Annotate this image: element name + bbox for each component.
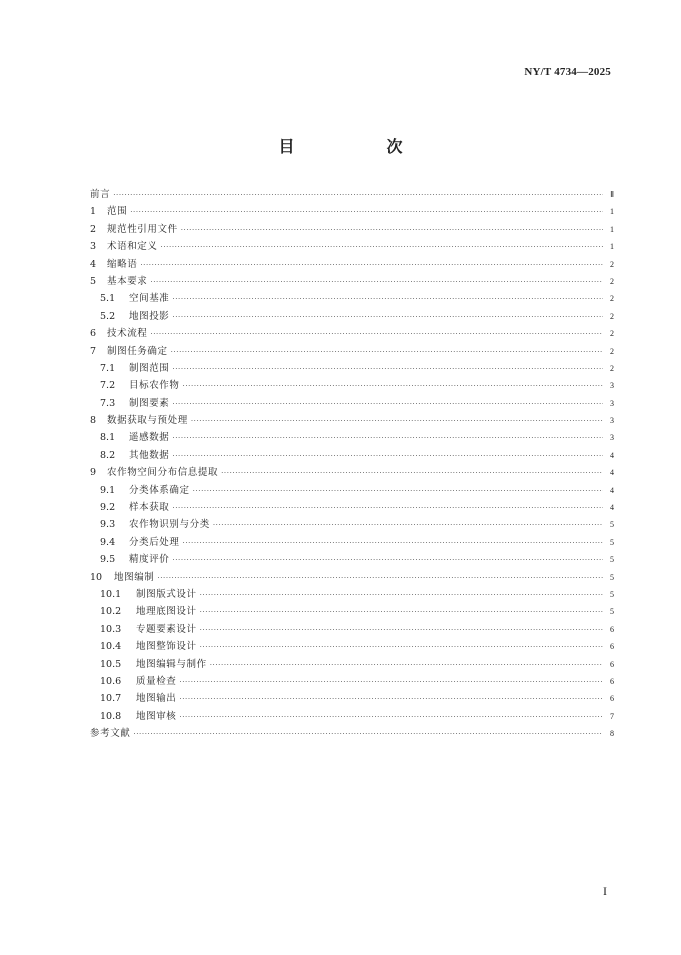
toc-entry-page: 4 (610, 450, 614, 460)
toc-entry-title: 农作物识别与分类 (129, 519, 210, 531)
toc-entry[interactable] (90, 656, 614, 673)
toc-entry-title: 其他数据 (129, 449, 170, 461)
toc-entry-page: 6 (610, 642, 614, 652)
toc-entry[interactable] (90, 429, 614, 446)
toc-leader-dots (172, 434, 603, 442)
toc-leader-dots (161, 243, 603, 251)
toc-entry-page: 2 (610, 329, 614, 339)
toc-leader-dots (157, 574, 603, 582)
toc-entry-page: 2 (610, 259, 614, 269)
toc-entry-page: 2 (610, 363, 614, 373)
toc-entry[interactable] (90, 586, 614, 603)
toc-entry-page: 3 (610, 416, 614, 426)
toc-entry-title: 农作物空间分布信息提取 (107, 467, 219, 479)
toc-entry-page: 6 (610, 624, 614, 634)
toc-entry-title: 规范性引用文件 (107, 223, 178, 235)
toc-leader-dots (200, 591, 603, 599)
toc-entry-number: 7.3 (100, 397, 116, 409)
toc-entry-page: 4 (610, 485, 614, 495)
toc-entry-number: 9 (90, 467, 97, 479)
toc-entry-number: 10 (90, 571, 103, 583)
toc-leader-dots (210, 661, 603, 669)
toc-entry-number: 6 (90, 328, 97, 340)
toc-entry-number: 10.3 (100, 623, 122, 635)
toc-entry-page: 6 (610, 694, 614, 704)
toc-entry-number: 7.1 (100, 362, 116, 374)
toc-entry-title: 数据获取与预处理 (107, 415, 188, 427)
toc-entry-page: 6 (610, 659, 614, 669)
toc-title: 目 次 (278, 137, 441, 156)
toc-entry[interactable] (90, 412, 614, 429)
toc-entry-title: 分类体系确定 (129, 484, 190, 496)
toc-entry[interactable] (90, 551, 614, 568)
toc-entry-page: 5 (610, 589, 614, 599)
toc-entry[interactable] (90, 690, 614, 707)
toc-entry-number: 5.1 (100, 293, 116, 305)
toc-entry[interactable] (90, 377, 614, 394)
toc-entry-number: 2 (90, 223, 97, 235)
toc-entry[interactable] (90, 708, 614, 725)
toc-entry-page: 6 (610, 676, 614, 686)
toc-entry-title: 参考文献 (90, 728, 131, 740)
toc-leader-dots (172, 365, 603, 373)
toc-leader-dots (200, 626, 603, 634)
toc-leader-dots (191, 417, 603, 425)
toc-entry-number: 9.5 (100, 554, 116, 566)
toc-leader-dots (150, 330, 603, 338)
toc-entry-number: 10.6 (100, 675, 122, 687)
toc-entry-number: 9.1 (100, 484, 116, 496)
toc-entry-title: 精度评价 (129, 554, 170, 566)
toc-entry-number: 10.8 (100, 710, 122, 722)
toc-entry-title: 地图编制 (114, 571, 155, 583)
toc-entry-page: 1 (610, 242, 614, 252)
toc-leader-dots (130, 208, 603, 216)
toc-leader-dots (113, 191, 603, 199)
toc-entry-page: 2 (610, 294, 614, 304)
toc-entry-title: 样本获取 (129, 502, 170, 514)
toc-entry[interactable] (90, 273, 614, 290)
toc-entry-title: 术语和定义 (107, 241, 158, 253)
toc-entry-page: 5 (610, 555, 614, 565)
toc-leader-dots (172, 400, 603, 408)
toc-entry-number: 10.2 (100, 606, 122, 618)
toc-entry-page: 3 (610, 381, 614, 391)
toc-entry-page: 2 (610, 346, 614, 356)
page-number: I (603, 884, 607, 898)
toc-entry-number: 10.7 (100, 693, 122, 705)
toc-leader-dots (133, 730, 603, 738)
toc-leader-dots (213, 521, 603, 529)
toc-entry-title: 遥感数据 (129, 432, 170, 444)
toc-entry[interactable] (90, 603, 614, 620)
toc-leader-dots (171, 348, 603, 356)
toc-entry[interactable] (90, 638, 614, 655)
toc-entry-page: 5 (610, 607, 614, 617)
toc-leader-dots (183, 382, 603, 390)
toc-leader-dots (200, 608, 603, 616)
toc-leader-dots (172, 452, 603, 460)
toc-entry-title: 专题要素设计 (136, 623, 197, 635)
toc-entry[interactable] (90, 343, 614, 360)
toc-entry[interactable] (90, 621, 614, 638)
toc-entry-page: 3 (610, 398, 614, 408)
toc-leader-dots (179, 695, 603, 703)
toc-leader-dots (150, 278, 603, 286)
toc-entry-title: 前言 (90, 189, 111, 200)
toc-entry-number: 3 (90, 241, 97, 253)
toc-leader-dots (181, 226, 603, 234)
toc-entry-page: 1 (610, 224, 614, 234)
toc-entry[interactable] (90, 447, 614, 464)
toc-entry-page: 5 (610, 537, 614, 547)
toc-entry-title: 技术流程 (107, 328, 148, 340)
toc-entry-page: 3 (610, 433, 614, 443)
toc-entry-number: 8 (90, 415, 97, 427)
toc-entry-number: 7 (90, 345, 97, 357)
toc-entry-title: 质量检查 (136, 675, 177, 687)
toc-entry-number: 5.2 (100, 310, 116, 322)
toc-entry[interactable] (90, 725, 614, 742)
toc-entry-title: 制图版式设计 (136, 588, 197, 600)
toc-entry-number: 8.2 (100, 449, 116, 461)
toc-entry-title: 基本要求 (107, 275, 148, 287)
toc-entry-number: 9.2 (100, 502, 116, 514)
toc-leader-dots (183, 539, 603, 547)
toc-entry-title: 制图范围 (129, 362, 170, 374)
toc-entry-number: 9.3 (100, 519, 116, 531)
toc-entry-page: 5 (610, 520, 614, 530)
toc-entry-page: 2 (610, 276, 614, 286)
standard-code: NY/T 4734—2025 (524, 66, 611, 78)
toc-entry-number: 10.5 (100, 658, 122, 670)
toc-entry[interactable] (90, 395, 614, 412)
toc-leader-dots (172, 504, 603, 512)
toc-entry-page: 4 (610, 468, 614, 478)
toc-entry-number: 1 (90, 206, 97, 218)
toc-entry[interactable] (90, 238, 614, 255)
toc-entry[interactable] (90, 221, 614, 238)
toc-entry-title: 空间基准 (129, 293, 170, 305)
toc-entry-title: 分类后处理 (129, 536, 180, 548)
toc-entry-number: 7.2 (100, 380, 116, 392)
toc-entry[interactable] (90, 482, 614, 499)
toc-entry[interactable] (90, 308, 614, 325)
toc-entry-page: 4 (610, 503, 614, 513)
toc-entry-title: 地图编辑与制作 (136, 658, 207, 670)
toc-entry[interactable] (90, 325, 614, 342)
toc-entry-title: 地理底图设计 (136, 606, 197, 618)
toc-leader-dots (221, 469, 603, 477)
toc-entry-title: 地图输出 (136, 693, 177, 705)
toc-leader-dots (172, 295, 603, 303)
toc-entry[interactable] (90, 186, 614, 203)
toc-entry-page: 1 (610, 207, 614, 217)
toc-entry[interactable] (90, 569, 614, 586)
toc-entry-page: 8 (610, 729, 614, 739)
toc-entry[interactable] (90, 464, 614, 481)
toc-entry-number: 10.4 (100, 641, 122, 653)
toc-entry-number: 9.4 (100, 536, 116, 548)
toc-entry-page: 5 (610, 572, 614, 582)
toc-entry-title: 制图要素 (129, 397, 170, 409)
toc-entry-number: 8.1 (100, 432, 116, 444)
toc-entry-number: 10.1 (100, 588, 122, 600)
toc-entry-page: Ⅱ (610, 190, 614, 199)
toc-leader-dots (172, 313, 603, 321)
toc-leader-dots (193, 487, 603, 495)
toc-entry[interactable] (90, 256, 614, 273)
toc-entry[interactable] (90, 534, 614, 551)
toc-entry-number: 5 (90, 275, 97, 287)
table-of-contents (90, 186, 614, 743)
toc-leader-dots (179, 713, 603, 721)
toc-leader-dots (172, 556, 603, 564)
toc-entry-title: 制图任务确定 (107, 345, 168, 357)
toc-entry-title: 地图审核 (136, 710, 177, 722)
toc-entry-title: 地图整饰设计 (136, 641, 197, 653)
toc-entry-title: 地图投影 (129, 310, 170, 322)
toc-entry[interactable] (90, 499, 614, 516)
toc-leader-dots (200, 643, 603, 651)
toc-entry-title: 范围 (107, 206, 128, 218)
toc-leader-dots (140, 261, 603, 269)
toc-entry-number: 4 (90, 258, 97, 270)
toc-entry[interactable] (90, 673, 614, 690)
toc-entry[interactable] (90, 290, 614, 307)
toc-entry-page: 7 (610, 711, 614, 721)
toc-entry[interactable] (90, 516, 614, 533)
toc-entry[interactable] (90, 360, 614, 377)
toc-leader-dots (179, 678, 603, 686)
toc-entry-title: 缩略语 (107, 258, 138, 270)
toc-entry-title: 目标农作物 (129, 380, 180, 392)
toc-entry[interactable] (90, 203, 614, 220)
toc-entry-page: 2 (610, 311, 614, 321)
